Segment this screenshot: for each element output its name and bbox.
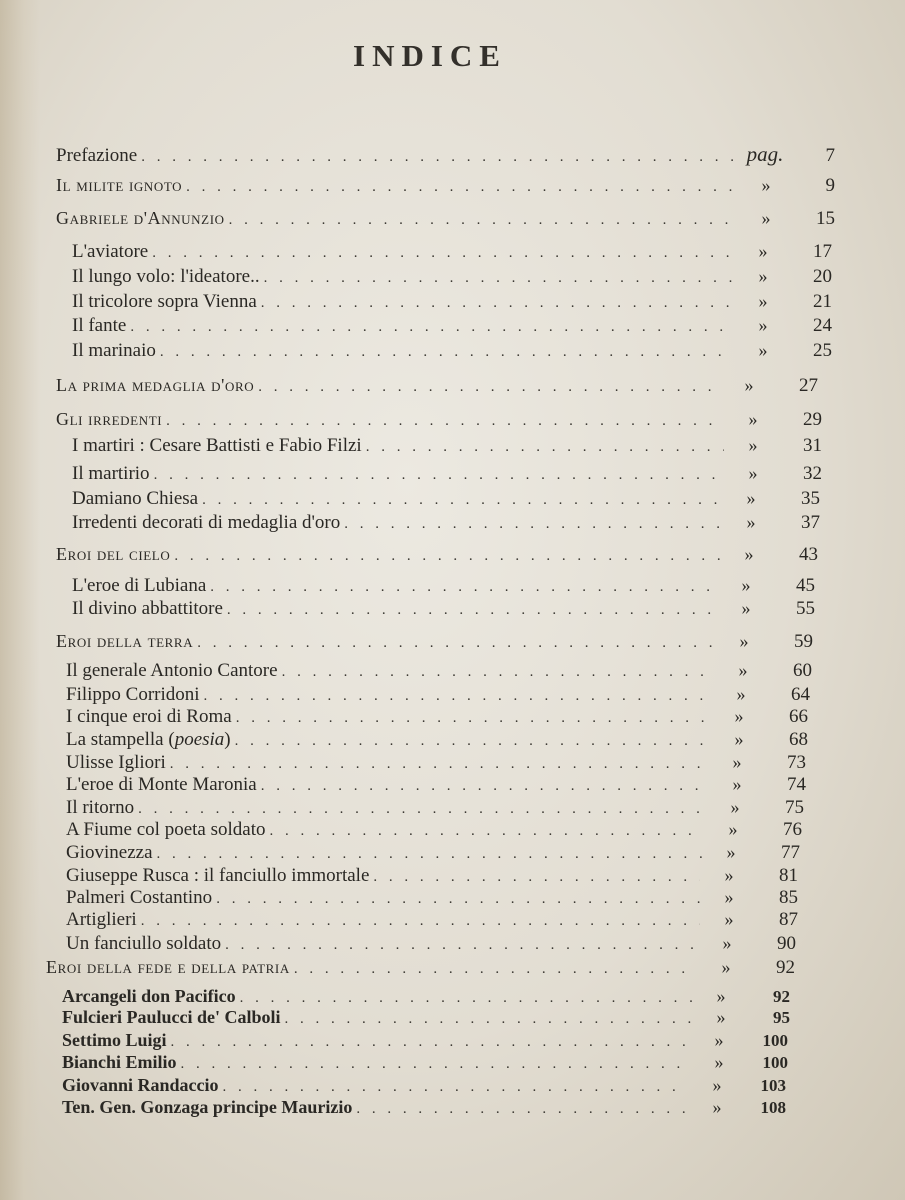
toc-entry <box>66 773 806 797</box>
dot-leader <box>186 176 737 198</box>
toc-entry-title <box>66 660 278 682</box>
page-number: 90 <box>777 933 796 954</box>
toc-entry <box>66 796 804 820</box>
dot-leader <box>225 934 698 956</box>
toc-entry <box>66 841 800 865</box>
dot-leader <box>170 753 708 775</box>
page-prefix: » <box>748 409 758 429</box>
toc-entry-title <box>56 408 162 430</box>
dot-leader <box>171 1031 690 1053</box>
toc-entry-title-text: I cinque eroi di Roma <box>66 706 232 727</box>
dot-leader <box>344 513 722 535</box>
page-prefix: » <box>761 175 771 195</box>
page-number: 20 <box>813 266 832 287</box>
page-prefix: » <box>758 340 768 360</box>
page-number: 92 <box>776 957 795 978</box>
dot-leader <box>154 464 724 486</box>
page-number: 55 <box>796 598 815 619</box>
dot-leader <box>264 267 734 289</box>
toc-entry-title-text: A Fiume col poeta soldato <box>66 819 266 840</box>
toc-entry-title <box>72 463 150 485</box>
dot-leader <box>138 798 706 820</box>
toc-entry <box>72 462 822 486</box>
toc-entry <box>62 1074 786 1098</box>
toc-entry-title <box>72 340 156 362</box>
dot-leader <box>366 436 724 458</box>
toc-entry-title <box>72 241 148 263</box>
page-prefix: » <box>722 933 732 953</box>
toc-entry-title <box>72 315 126 337</box>
toc-entry-title <box>66 752 166 774</box>
toc-entry <box>72 434 822 458</box>
toc-entry-title <box>72 575 206 597</box>
toc-entry <box>56 408 822 432</box>
page-number: 21 <box>813 291 832 312</box>
page-number: 75 <box>785 797 804 818</box>
page-number: 25 <box>813 340 832 361</box>
toc-entry <box>72 574 815 598</box>
toc-entry-title-text: Giovinezza <box>66 842 153 863</box>
page-number: 7 <box>825 145 835 166</box>
dot-leader <box>141 146 735 168</box>
page-prefix: » <box>748 435 758 455</box>
dot-leader <box>227 599 717 621</box>
page-number: 77 <box>781 842 800 863</box>
dot-leader <box>269 820 704 842</box>
dot-leader <box>152 242 734 264</box>
toc-entry-title <box>66 909 137 931</box>
toc-entry-title <box>72 435 362 457</box>
page-prefix: » <box>739 631 749 651</box>
toc-entry-title-text: Arcangeli don Pacifico <box>62 986 236 1006</box>
toc-entry-title <box>66 819 265 841</box>
dot-leader <box>157 843 702 865</box>
toc-entry <box>66 864 798 888</box>
toc-entry-title-text: I martiri : Cesare Battisti e Fabio Filzi <box>72 435 362 456</box>
page-number: 59 <box>794 631 813 652</box>
page-number: 60 <box>793 660 812 681</box>
toc-entry-title <box>66 887 212 909</box>
toc-entry-title-text: Prefazione <box>56 145 138 166</box>
page-prefix: » <box>724 865 734 885</box>
dot-leader <box>181 1053 690 1075</box>
toc-entry-title <box>56 543 170 565</box>
dot-leader <box>202 489 722 511</box>
toc-entry-title <box>66 797 134 819</box>
dot-leader <box>160 341 734 363</box>
toc-entry-title-text: Il martirio <box>72 463 150 484</box>
toc-entry <box>72 240 832 264</box>
page-number: 31 <box>803 435 822 456</box>
toc-entry-title <box>62 1051 177 1073</box>
toc-entry <box>56 543 818 567</box>
toc-entry-title-text: Eroi della terra <box>56 631 194 651</box>
page-prefix: » <box>726 842 736 862</box>
toc-entry-title <box>56 174 182 196</box>
toc-entry-title-text: Il generale Antonio Cantore <box>66 660 278 681</box>
page-prefix: » <box>716 1007 726 1027</box>
page-number: 81 <box>779 865 798 886</box>
dot-leader <box>204 685 712 707</box>
toc-entry-title <box>56 630 193 652</box>
page-prefix: » <box>758 315 768 335</box>
page-number: 43 <box>799 544 818 565</box>
toc-entry-title-text: Irredenti decorati di medaglia d'oro <box>72 512 341 533</box>
page-number: 15 <box>816 208 835 229</box>
toc-entry-title <box>72 598 223 620</box>
toc-entry-title-text: Gabriele d'Annunzio <box>56 208 225 228</box>
page-prefix: » <box>738 660 748 680</box>
toc-entry-title-text: L'aviatore <box>72 241 149 262</box>
page-number: 29 <box>803 409 822 430</box>
page-number: 66 <box>789 706 808 727</box>
page-prefix: » <box>741 575 751 595</box>
toc-entry <box>72 314 832 338</box>
toc-entry-title-text: L'eroe di Lubiana <box>72 575 207 596</box>
toc-entry-title <box>62 985 236 1007</box>
page-number: 100 <box>762 1053 788 1072</box>
dot-leader <box>356 1098 688 1120</box>
page-number: 35 <box>801 488 820 509</box>
toc-entry-title-text: Il divino abbattitore <box>72 598 223 619</box>
toc-entry-title <box>72 488 198 510</box>
toc-entry-title <box>66 842 153 864</box>
dot-leader <box>294 958 697 980</box>
page-title: INDICE <box>353 38 507 73</box>
page-prefix: » <box>761 208 771 228</box>
toc-entry <box>66 751 806 775</box>
page-number: 100 <box>762 1031 788 1050</box>
toc-entry <box>72 511 820 535</box>
dot-leader <box>197 632 715 654</box>
page-prefix: » <box>712 1075 722 1095</box>
page-prefix: » <box>758 291 768 311</box>
page-number: 87 <box>779 909 798 930</box>
toc-entry-title <box>46 956 290 978</box>
toc-entry-title-text: Filippo Corridoni <box>66 684 200 705</box>
toc-entry <box>56 630 813 654</box>
page-prefix: » <box>728 819 738 839</box>
page-number: 74 <box>787 774 806 795</box>
toc-entry-title-text: Eroi della fede e della patria <box>46 957 290 977</box>
toc-entry-title <box>66 774 257 796</box>
toc-entry-title-text: Artiglieri <box>66 909 137 930</box>
page-number: 17 <box>813 241 832 262</box>
toc-entry-title-text: Giovanni Randaccio <box>62 1075 219 1095</box>
toc-entry <box>62 1006 790 1030</box>
page-prefix: » <box>741 598 751 618</box>
dot-leader <box>373 866 700 888</box>
toc-entry-title-text: Ulisse Igliori <box>66 752 166 773</box>
page-prefix: » <box>716 986 726 1006</box>
toc-entry-title-text: Il fante <box>72 315 127 336</box>
toc-entry-title <box>62 1029 167 1051</box>
toc-entry-title-text: Bianchi Emilio <box>62 1052 177 1072</box>
toc-entry-title-text: L'eroe di Monte Maronia <box>66 774 257 795</box>
toc-entry-title <box>72 512 340 534</box>
page-number: 103 <box>760 1076 786 1095</box>
toc-entry-title-text: Il ritorno <box>66 797 135 818</box>
toc-entry-title-text: Giuseppe Rusca : il fanciullo immortale <box>66 865 370 886</box>
toc-entry-title-text: La prima medaglia d'oro <box>56 375 255 395</box>
toc-entry-title-text: Gli irredenti <box>56 409 163 429</box>
toc-entry-title <box>72 266 260 288</box>
dot-leader <box>236 707 710 729</box>
toc-entry <box>66 932 796 956</box>
page-number: 85 <box>779 887 798 908</box>
page-number: 9 <box>825 175 835 196</box>
page-prefix: » <box>721 957 731 977</box>
toc-entry-title-text: La stampella <box>66 729 164 750</box>
dot-leader <box>166 410 724 432</box>
toc-entry <box>56 143 835 168</box>
page-number: 32 <box>803 463 822 484</box>
page-prefix: » <box>724 887 734 907</box>
toc-entry-title-text: Il marinaio <box>72 340 156 361</box>
toc-entry-title-text: Damiano Chiesa <box>72 488 199 509</box>
toc-entry-title: La stampella (poesia) <box>66 729 231 750</box>
toc-entry <box>66 683 810 707</box>
page-number: 92 <box>773 987 790 1006</box>
page-number: 27 <box>799 375 818 396</box>
toc-entry-title <box>62 1074 219 1096</box>
dot-leader <box>282 661 714 683</box>
page-prefix: » <box>730 797 740 817</box>
page-prefix: » <box>748 463 758 483</box>
dot-leader <box>235 730 710 752</box>
toc-entry <box>56 207 835 231</box>
page-prefix: » <box>734 706 744 726</box>
toc-entry-title-text: Palmeri Costantino <box>66 887 213 908</box>
toc-entry-title-text: Il milite ignoto <box>56 175 183 195</box>
toc-entry <box>66 659 812 683</box>
toc-entry-title-text: Fulcieri Paulucci de' Calboli <box>62 1007 281 1027</box>
toc-entry <box>66 908 798 932</box>
toc-entry <box>72 290 832 314</box>
toc-entry-title-text: Il lungo volo: l'ideatore.. <box>72 266 260 287</box>
dot-leader <box>229 209 737 231</box>
dot-leader <box>261 292 734 314</box>
page-prefix: » <box>724 909 734 929</box>
page-prefix: » <box>736 684 746 704</box>
toc-entry <box>62 1096 786 1120</box>
toc-entry <box>62 1029 788 1053</box>
dot-leader <box>210 576 717 598</box>
page-prefix: » <box>732 774 742 794</box>
toc-entry <box>66 886 798 910</box>
dot-leader <box>174 545 720 567</box>
page-prefix: » <box>746 512 756 532</box>
page-prefix: » <box>758 241 768 261</box>
toc-entry-italic: poesia <box>174 729 225 750</box>
toc-entry <box>72 597 815 621</box>
page-prefix: » <box>714 1030 724 1050</box>
toc-entry-title <box>66 865 369 887</box>
page-prefix: » <box>758 266 768 286</box>
dot-leader <box>285 1008 693 1030</box>
toc-entry-title <box>66 706 232 728</box>
toc-entry-title <box>72 291 257 313</box>
dot-leader <box>216 888 700 910</box>
dot-leader <box>141 910 700 932</box>
toc-entry <box>66 728 808 752</box>
page-prefix: » <box>734 729 744 749</box>
toc-entry <box>56 174 835 198</box>
toc-entry-title <box>62 1096 352 1118</box>
page-prefix: » <box>712 1097 722 1117</box>
toc-entry-title-text: Il tricolore sopra Vienna <box>72 291 257 312</box>
toc-entry-title-text: Ten. Gen. Gonzaga principe Maurizio <box>62 1097 353 1117</box>
page-prefix: » <box>714 1052 724 1072</box>
dot-leader <box>130 316 734 338</box>
toc-entry <box>72 487 820 511</box>
toc-entry <box>72 265 832 289</box>
toc-entry <box>66 818 802 842</box>
toc-entry-title <box>56 145 137 167</box>
page-number: 95 <box>773 1008 790 1027</box>
dot-leader <box>258 376 720 398</box>
dot-leader <box>223 1076 688 1098</box>
toc-entry-title-text: Eroi del cielo <box>56 544 171 564</box>
page-prefix: » <box>732 752 742 772</box>
toc-entry <box>46 956 795 980</box>
page-prefix: » <box>746 488 756 508</box>
toc-entry-title-text: Settimo Luigi <box>62 1030 167 1050</box>
toc-entry <box>72 339 832 363</box>
dot-leader <box>261 775 708 797</box>
page-number: 37 <box>801 512 820 533</box>
page-number: 24 <box>813 315 832 336</box>
page-number: 45 <box>796 575 815 596</box>
page-number: 64 <box>791 684 810 705</box>
page-number: 108 <box>760 1098 786 1117</box>
page-prefix: pag. <box>746 142 784 166</box>
toc-entry <box>56 374 818 398</box>
toc-entry-title <box>66 684 200 706</box>
toc-entry-title <box>62 1006 281 1028</box>
toc-entry-title <box>66 933 221 955</box>
page-prefix: » <box>744 375 754 395</box>
page-number: 73 <box>787 752 806 773</box>
toc-entry <box>62 1051 788 1075</box>
page-prefix: » <box>744 544 754 564</box>
toc-entry-title-text: Un fanciullo soldato <box>66 933 222 954</box>
toc-entry <box>66 705 808 729</box>
page-number: 68 <box>789 729 808 750</box>
toc-entry-title <box>56 374 254 396</box>
page-number: 76 <box>783 819 802 840</box>
toc-entry-title <box>56 207 225 229</box>
